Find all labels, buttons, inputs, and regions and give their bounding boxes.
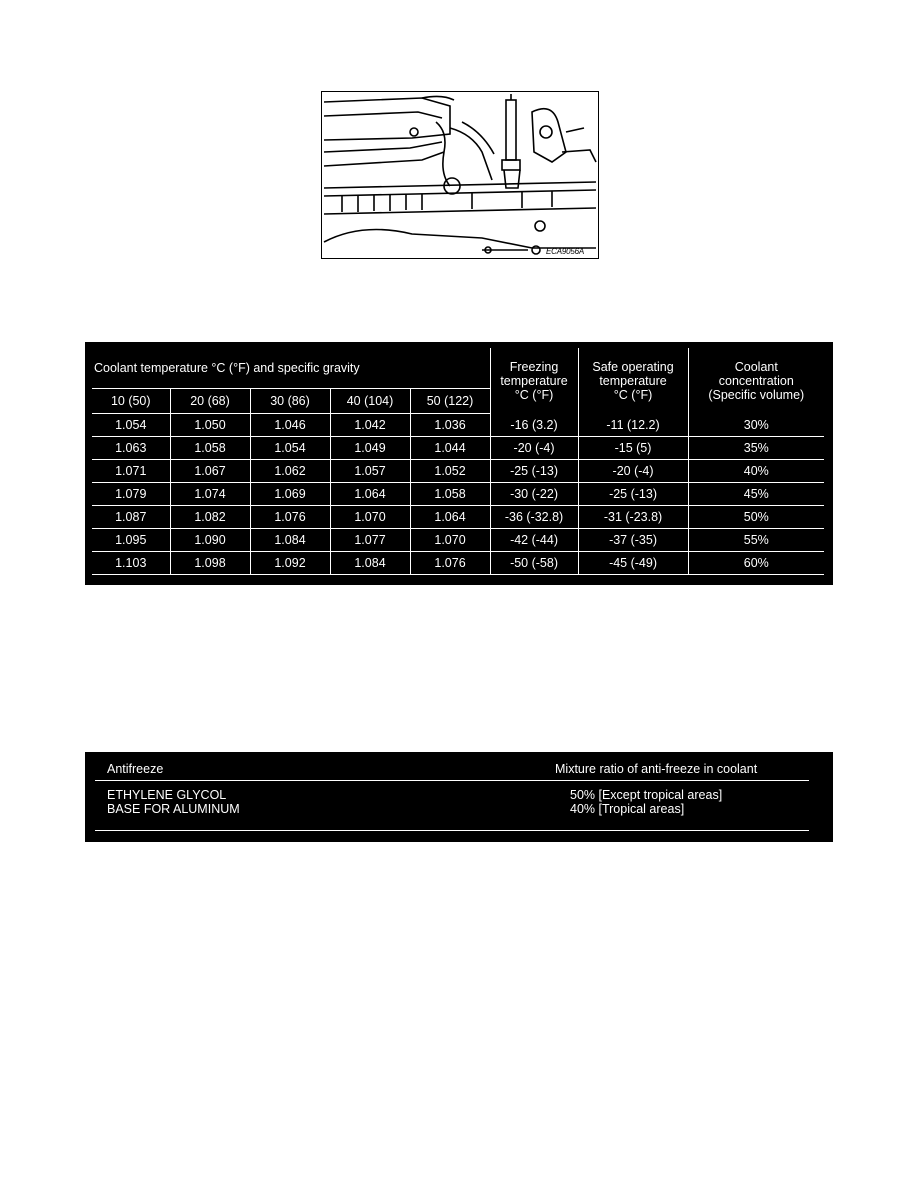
table-cell: -20 (-4) — [578, 460, 688, 483]
table-cell: 1.074 — [170, 483, 250, 506]
table-cell: 1.087 — [92, 506, 170, 529]
table-cell: 1.058 — [170, 437, 250, 460]
table-cell: -11 (12.2) — [578, 414, 688, 437]
table-row — [92, 483, 824, 506]
safe-operating-temp-header: Safe operating temperature °C (°F) — [578, 348, 688, 414]
table-cell: 60% — [688, 552, 824, 575]
engine-illustration — [322, 92, 598, 258]
table-cell: 1.084 — [250, 529, 330, 552]
table-cell: 1.057 — [330, 460, 410, 483]
table-cell: -42 (-44) — [490, 529, 578, 552]
table-cell: -36 (-32.8) — [490, 506, 578, 529]
temp-col-header: 30 (86) — [250, 389, 330, 414]
table-cell: 1.058 — [410, 483, 490, 506]
table-cell: 1.098 — [170, 552, 250, 575]
table-cell: 1.077 — [330, 529, 410, 552]
table-row — [92, 529, 824, 552]
table-cell: 1.044 — [410, 437, 490, 460]
table-cell: 1.103 — [92, 552, 170, 575]
antifreeze-data-row — [95, 788, 809, 831]
table-cell: 1.054 — [92, 414, 170, 437]
table-cell: 30% — [688, 414, 824, 437]
table-cell: 1.046 — [250, 414, 330, 437]
table-cell: 1.054 — [250, 437, 330, 460]
temp-col-header: 40 (104) — [330, 389, 410, 414]
table-row — [92, 437, 824, 460]
table-cell: 40% — [688, 460, 824, 483]
table-cell: -15 (5) — [578, 437, 688, 460]
table-cell: -20 (-4) — [490, 437, 578, 460]
coolant-specific-gravity-table — [85, 342, 833, 585]
table-cell: 35% — [688, 437, 824, 460]
table-cell: -50 (-58) — [490, 552, 578, 575]
table-cell: 1.049 — [330, 437, 410, 460]
table-cell: 1.079 — [92, 483, 170, 506]
table-cell: 1.064 — [410, 506, 490, 529]
figure-label: ECA9056A — [546, 247, 584, 256]
coolant-table — [92, 348, 824, 575]
table-cell: 1.076 — [410, 552, 490, 575]
temp-col-header: 20 (68) — [170, 389, 250, 414]
mixture-ratio-values: 50% [Except tropical areas] 40% [Tropical areas] — [570, 788, 723, 816]
table-cell: 1.050 — [170, 414, 250, 437]
table-row — [92, 414, 824, 437]
table-cell: 1.070 — [410, 529, 490, 552]
table-cell: 1.036 — [410, 414, 490, 437]
coolant-temp-group-header: Coolant temperature °C (°F) and specific gravity — [94, 361, 360, 375]
antifreeze-table — [85, 752, 833, 842]
table-row — [92, 460, 824, 483]
engine-figure — [321, 91, 599, 259]
table-cell: 1.052 — [410, 460, 490, 483]
table-cell: 1.095 — [92, 529, 170, 552]
coolant-concentration-header: Coolant concentration (Specific volume) — [688, 348, 824, 414]
table-cell: 50% — [688, 506, 824, 529]
table-cell: 1.092 — [250, 552, 330, 575]
table-cell: -37 (-35) — [578, 529, 688, 552]
antifreeze-col-header: Antifreeze — [107, 762, 164, 776]
table-cell: -25 (-13) — [490, 460, 578, 483]
table-cell: 55% — [688, 529, 824, 552]
table-cell: 1.070 — [330, 506, 410, 529]
temp-col-header: 10 (50) — [92, 389, 170, 414]
table-row — [92, 552, 824, 575]
table-cell: 45% — [688, 483, 824, 506]
table-cell: 1.090 — [170, 529, 250, 552]
table-cell: 1.062 — [250, 460, 330, 483]
table-cell: 1.082 — [170, 506, 250, 529]
table-cell: 1.084 — [330, 552, 410, 575]
table-cell: -25 (-13) — [578, 483, 688, 506]
antifreeze-header-row — [95, 762, 809, 781]
temp-col-header: 50 (122) — [410, 389, 490, 414]
table-row — [92, 506, 824, 529]
table-cell: 1.064 — [330, 483, 410, 506]
table-cell: -30 (-22) — [490, 483, 578, 506]
table-cell: -45 (-49) — [578, 552, 688, 575]
antifreeze-type: ETHYLENE GLYCOL BASE FOR ALUMINUM — [107, 788, 240, 816]
table-cell: -16 (3.2) — [490, 414, 578, 437]
table-cell: 1.042 — [330, 414, 410, 437]
table-cell: 1.071 — [92, 460, 170, 483]
table-cell: 1.069 — [250, 483, 330, 506]
table-cell: 1.076 — [250, 506, 330, 529]
mixture-ratio-col-header: Mixture ratio of anti-freeze in coolant — [555, 762, 758, 776]
table-cell: 1.063 — [92, 437, 170, 460]
table-cell: -31 (-23.8) — [578, 506, 688, 529]
table-cell: 1.067 — [170, 460, 250, 483]
freezing-temp-header: Freezing temperature °C (°F) — [490, 348, 578, 414]
